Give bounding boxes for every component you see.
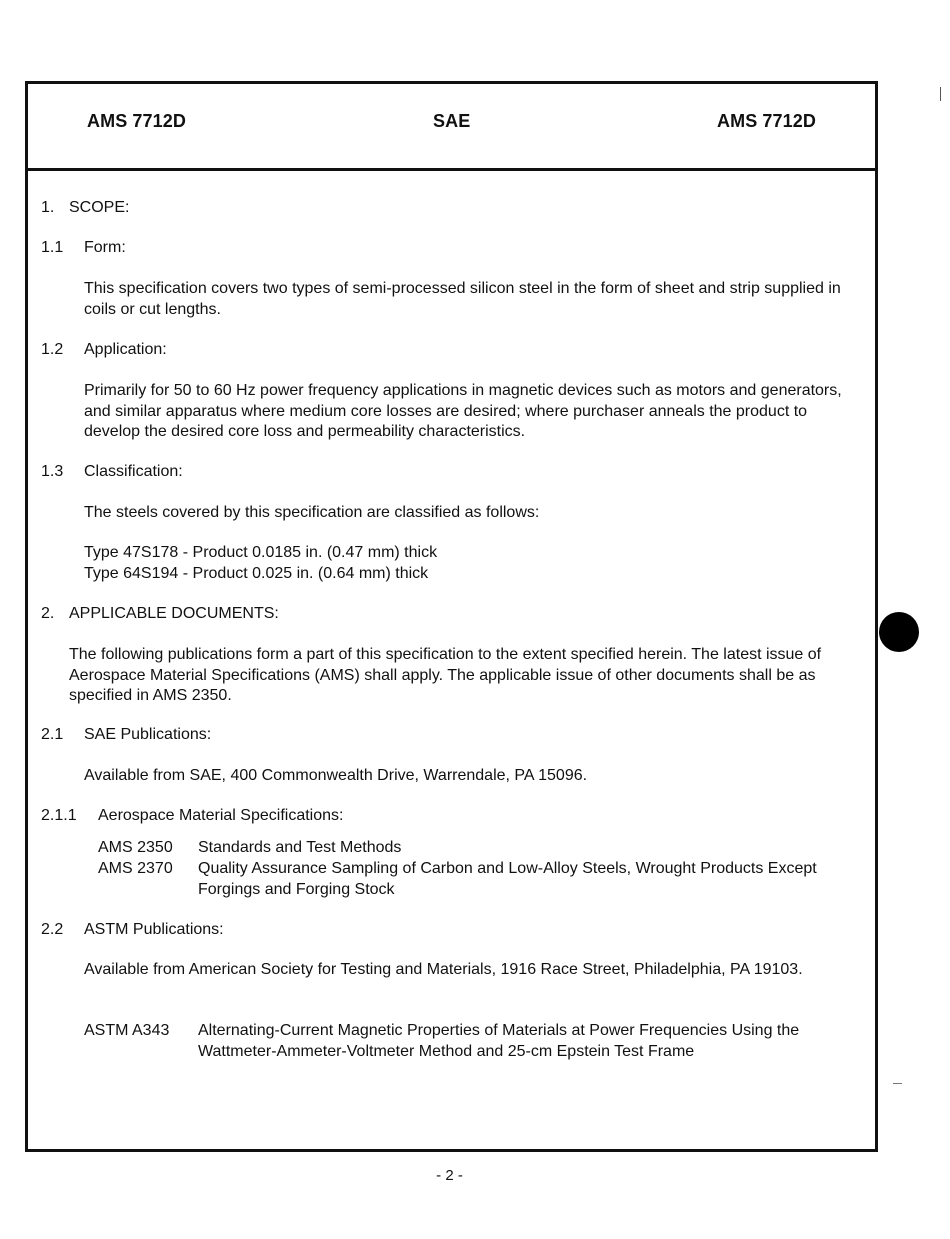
section-2-1-1-title: Aerospace Material Specifications: [98,807,344,824]
section-2-1-text: Available from SAE, 400 Commonwealth Drive, Warrendale, PA 15096. [84,767,588,784]
document-title: Standards and Test Methods [198,839,402,856]
section-2-number: 2. [41,605,55,622]
section-1-number: 1. [41,199,55,216]
section-1-1-number: 1.1 [41,239,64,256]
section-2-1-title: SAE Publications: [84,726,212,743]
section-2-2-text: Available from American Society for Testing and Materials, 1916 Race Street, Philadelphia, PA 19103. [84,961,803,978]
section-1-title: SCOPE: [69,199,130,216]
document-code: ASTM A343 [84,1022,170,1039]
steel-type-item: Type 47S178 - Product 0.0185 in. (0.47 mm) thick [84,544,438,561]
document-title: Quality Assurance Sampling of Carbon and Low-Alloy Steels, Wrought Products Except Forgings and Forging Stock [198,860,817,898]
section-1-3-text: The steels covered by this specification are classified as follows: [84,504,540,521]
section-1-3-title: Classification: [84,463,183,480]
section-1-2-number: 1.2 [41,341,64,358]
section-2-1-number: 2.1 [41,726,64,743]
hole-punch-mark [879,612,919,652]
document-title: Alternating-Current Magnetic Properties of Materials at Power Frequencies Using the Wattmeter-Ammeter-Voltmeter Method and 25-cm Epstein Test Frame [198,1022,800,1060]
header-doc-number-left: AMS 7712D [87,111,186,131]
page-number: - 2 - [436,1167,463,1184]
section-2-1-1-number: 2.1.1 [41,807,77,824]
document-code: AMS 2350 [98,839,173,856]
section-1-2-title: Application: [84,341,167,358]
section-1-1-text: This specification covers two types of semi-processed silicon steel in the form of sheet and strip supplied in coils or cut lengths. [84,280,841,318]
section-2-2-number: 2.2 [41,921,64,938]
section-1-2-text: Primarily for 50 to 60 Hz power frequency applications in magnetic devices such as motors and generators, and similar apparatus where medium core losses are desired; where purchaser anneals the product to develop the desired core loss and permeability characteristics. [84,382,842,440]
section-1-3-number: 1.3 [41,463,64,480]
header-organization: SAE [433,111,471,131]
scan-edge-mark [940,87,941,101]
section-2-2-title: ASTM Publications: [84,921,224,938]
section-1-1-title: Form: [84,239,126,256]
scan-dash-mark [893,1083,902,1084]
header-doc-number-right: AMS 7712D [717,111,816,131]
section-2-title: APPLICABLE DOCUMENTS: [69,605,279,622]
document-code: AMS 2370 [98,860,173,877]
steel-type-item: Type 64S194 - Product 0.025 in. (0.64 mm) thick [84,565,429,582]
page-header [28,84,875,171]
section-2-text: The following publications form a part of this specification to the extent specified herein. The latest issue of Aerospace Material Specifications (AMS) shall apply. The applicable issue of other documents shall be as specified in AMS 2350. [69,646,822,704]
